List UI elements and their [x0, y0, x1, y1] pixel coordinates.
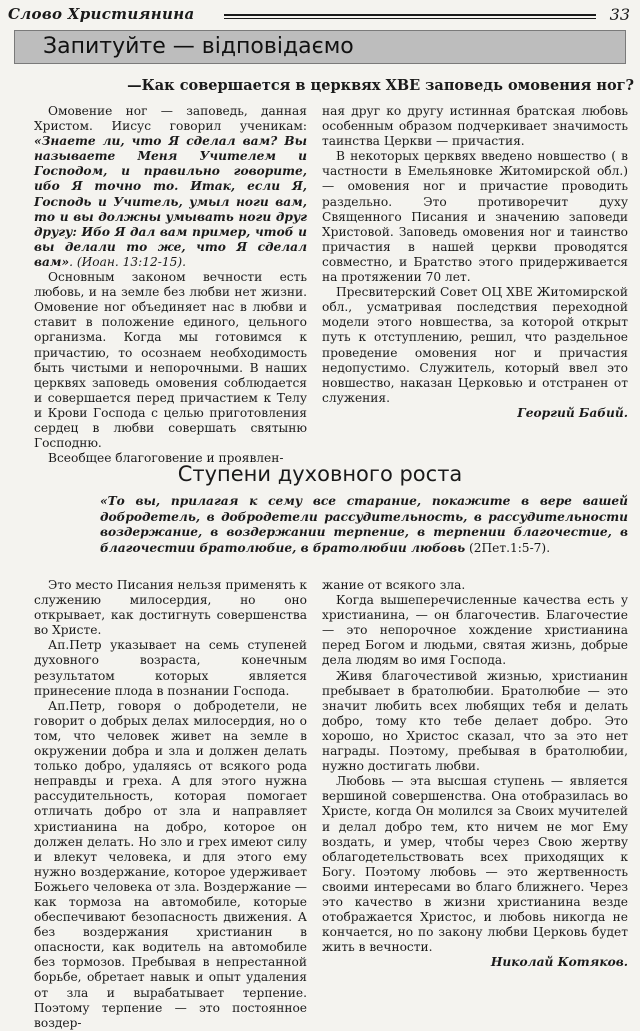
article2-signature: Николай Котяков. — [490, 955, 628, 970]
article2-epigraph — [100, 494, 628, 556]
paragraph: Основным законом вечности есть любовь, и на земле без любви нет жизни. Омовение ног объединяет нас в любви и ставит в положение единого, цельного организма. Когда мы готовимся к причастию, то осознаем необходимость быть чистыми и непорочными. В наших церквях заповедь омовения соблюдается и совершается перед причастием к Телу и Крови Господа с целью приготовления сердец в любви совершать святыню Господню. — [34, 270, 307, 451]
paragraph: В некоторых церквях введено новшество ( в частности в Емельяновке Житомирской обл.) — омовения ног и причастие проводить раздельно. Это противоречит духу Священного Писания и значению заповеди Христовой. Заповедь омовения ног и таинство причастия в нашей церкви проводятся совместно, и Братство этого придерживается на протяжении 70 лет. — [322, 149, 628, 285]
paragraph: Ап.Петр указывает на семь ступеней духовного возраста, конечным результатом которых является принесение плода в познании Господа. — [34, 638, 307, 698]
paragraph — [34, 104, 307, 270]
paragraph: Живя благочестивой жизнью, христианин пребывает в братолюбии. Братолюбие — это значит любить всех любящих тебя и делать добро, тому кто тебе делает добро. Это хорошо, но Христос сказал, что за это нет награды. Поэтому, пребывая в братолюбии, нужно достигать любви. — [322, 668, 628, 774]
paragraph: Пресвитерский Совет ОЦ ХВЕ Житомирской обл., усматривая последствия переходной модели этого новшества, за которой открыт путь к отступлению, решил, что раздельное проведение омовения ног и причастия недопустимо. Служитель, который ввел это новшество, наказан Церковью и отстранен от служения. — [322, 285, 628, 405]
paragraph: жание от всякого зла. — [322, 578, 466, 592]
section-banner-text: Запитуйте — відповідаємо — [43, 34, 354, 59]
scripture-quote: «Знаете ли, что Я сделал вам? Вы называете Меня Учителем и Господом, и правильно говорите, ибо Я точно то. Итак, если Я, Господь и Учитель, умыл ноги вам, то и вы должны умывать ноги друг другу: Ибо Я дал вам пример, чтоб и вы делали то же, что Я сделал вам» — [34, 134, 307, 269]
page-number: 33 — [609, 5, 630, 24]
paragraph: Это место Писания нельзя применять к служению милосердия, но оно открывает, как достигнуть совершенства во Христе. — [34, 578, 307, 638]
epigraph-ref: (2Пет.1:5-7). — [465, 540, 551, 555]
scripture-ref: . (Иоан. 13:12-15). — [69, 254, 186, 269]
publication-title: Слово Християнина — [8, 5, 195, 23]
paragraph: ная друг ко другу истинная братская любовь особенным образом подчеркивает значимость таинства Церкви — причастия. — [322, 104, 628, 149]
article2-right-column — [322, 578, 628, 970]
paragraph: Ап.Петр, говоря о добродетели, не говорит о добрых делах милосердия, но о том, что человек живет на земле в окружении добра и зла и должен делать только добро, удаляясь от всякого рода неправды и греха. А для этого нужна рассудительность, которая помогает отличать добро от зла и направляет христианина на добро, которое он должен делать. Но зло и грех имеют силу и влекут человека, и для этого ему нужно воздержание, которое удерживает Божьего человека от зла. Воздержание — как тормоза на автомобиле, которые обеспечивают безопасность движения. А без воздержания христианин в опасности, как водитель на автомобиле без тормозов. Пребывая в непрестанной борьбе, обретает навык и опыт удаления от зла и вырабатывает терпение. Поэтому терпение — это постоянное воздер- — [34, 698, 307, 1030]
paragraph: Любовь — эта высшая ступень — является вершиной совершенства. Она отобразилась во Христе, когда Он молился за Своих мучителей и делал добро тем, кто ничем не мог Ему воздать, и умер, чтобы через Свою жертву облагодетельствовать всех приходящих к Богу. Поэтому любовь — это жертвенность своими интересами во благо ближнего. Через это качество в жизни христианина везде отображается Христос, и любовь никогда не кончается, но по закону любви Церковь будет жить в вечности. — [322, 774, 628, 955]
running-header — [6, 3, 634, 27]
epigraph-text: «То вы, прилагая к сему все старание, покажите в вере вашей добродетель, в добродетели рассудительность, в рассудительности воздержание, в воздержании терпение, в терпении благочестие, в благочестии братолюбие, в братолюбии любовь — [100, 494, 628, 555]
article1-right-column — [322, 104, 628, 421]
section-banner — [14, 30, 626, 64]
article2-left-column — [34, 578, 307, 1031]
header-rule — [224, 14, 596, 19]
article1-signature: Георгий Бабий. — [517, 405, 628, 420]
article1-question: —Как совершается в церквях ХВЕ заповедь омовения ног? — [127, 77, 634, 94]
paragraph: Всеобщее благоговение и проявлен- — [48, 451, 284, 466]
paragraph: Когда вышеперечисленные качества есть у христианина, — он благочестив. Благочестие — это непорочное хождение христианина перед Богом и людьми, святая жизнь, добрые дела людям во имя Господа. — [322, 593, 628, 668]
article2-title: Ступени духовного роста — [177, 462, 463, 486]
paragraph-lead: Омовение ног — заповедь, данная Христом. Иисус говорил ученикам: — [34, 104, 307, 134]
article1-left-column — [34, 104, 307, 466]
